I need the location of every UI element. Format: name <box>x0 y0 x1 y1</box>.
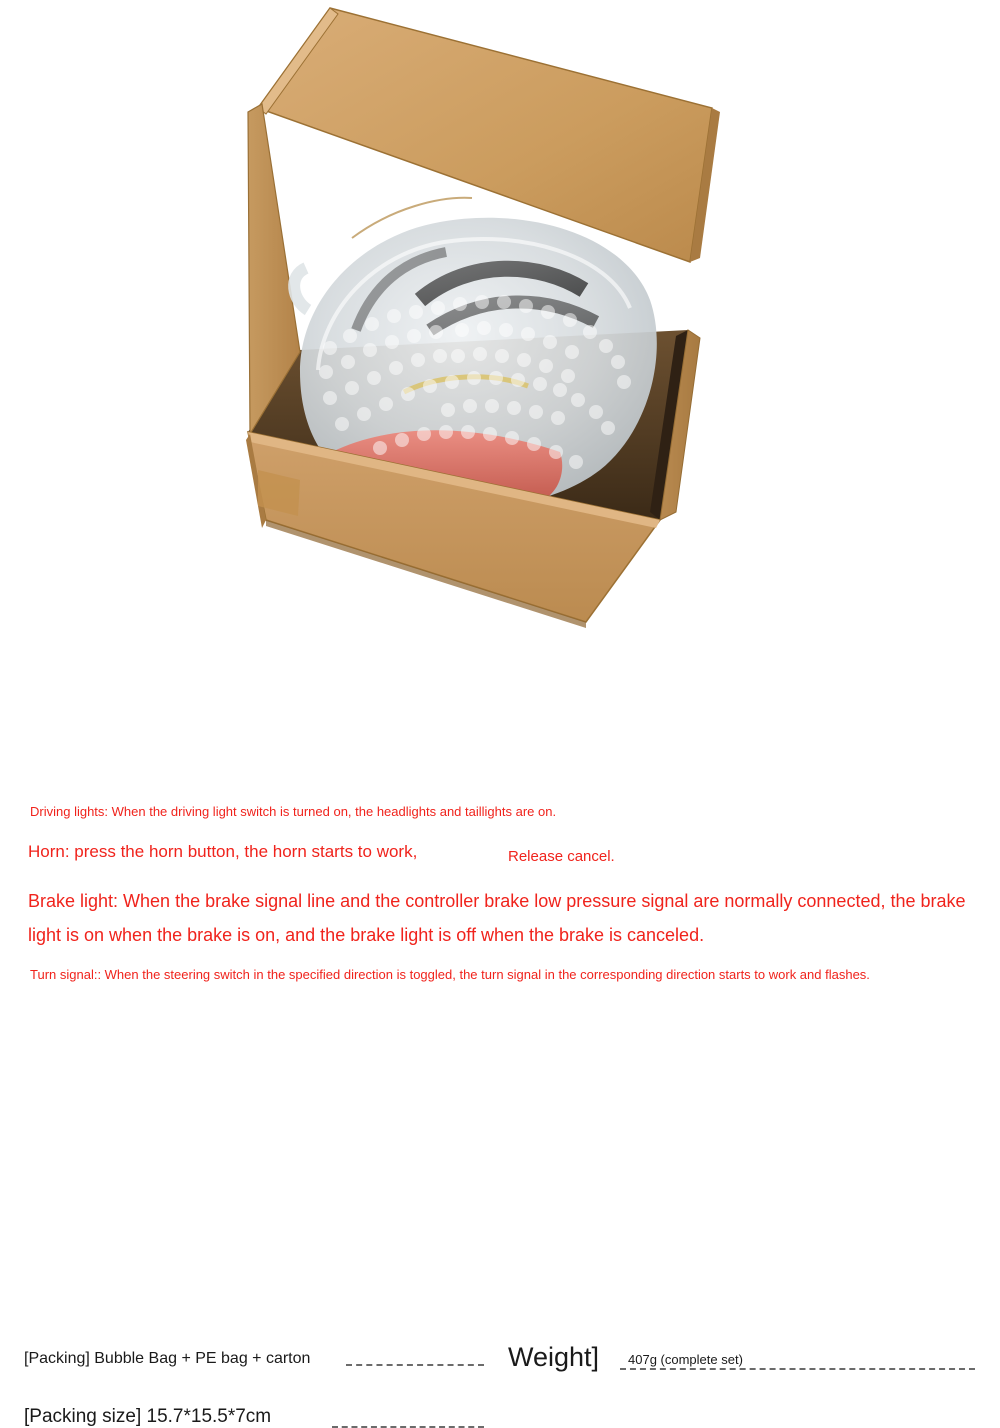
feature-turn-signal: Turn signal:: When the steering switch in the specified direction is toggled, the turn signal in the corresponding direction starts to work and flashes. <box>30 967 870 982</box>
packing-underline <box>346 1364 484 1366</box>
feature-horn-release: Release cancel. <box>508 848 615 865</box>
box-svg <box>0 0 1000 660</box>
product-photo <box>0 0 1000 660</box>
packing-label: [Packing] Bubble Bag + PE bag + carton <box>24 1350 311 1367</box>
weight-underline <box>620 1368 975 1370</box>
cardboard-box-illustration <box>0 0 1000 660</box>
weight-value: 407g (complete set) <box>628 1352 743 1367</box>
packing-size-label: [Packing size] 15.7*15.5*7cm <box>24 1406 272 1427</box>
weight-label: Weight] <box>508 1342 600 1372</box>
feature-driving-lights: Driving lights: When the driving light switch is turned on, the headlights and taillights are on. <box>30 804 557 819</box>
feature-horn: Horn: press the horn button, the horn starts to work, <box>28 842 418 861</box>
feature-brake-light: Brake light: When the brake signal line and the controller brake low pressure signal are normally connected, the brake light is on when the brake is on, and the brake light is off when the brake is canceled. <box>28 891 966 945</box>
